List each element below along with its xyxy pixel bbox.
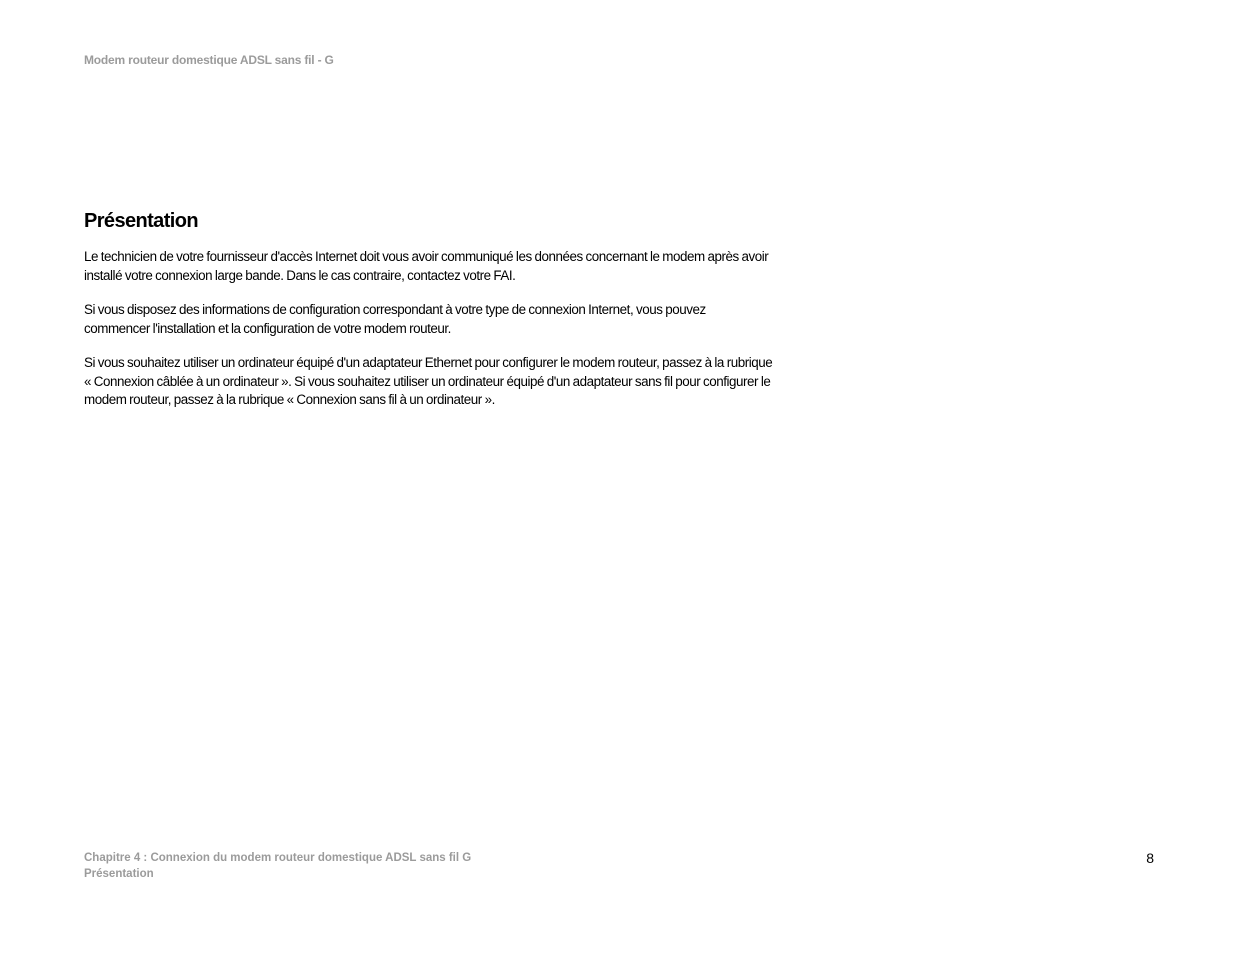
paragraph-isp-info: Le technicien de votre fournisseur d'accès Internet doit vous avoir communiqué les données concernant le modem après avoir installé votre connexion large bande. Dans le cas contraire, contactez votre FAI.: [84, 249, 769, 283]
running-header: Modem routeur domestique ADSL sans fil - G: [84, 53, 334, 67]
paragraph-config-info: Si vous disposez des informations de configuration correspondant à votre type de connexion Internet, vous pouvez commencer l'installation et la configuration de votre modem routeur.: [84, 302, 706, 336]
page-number: 8: [1146, 850, 1154, 866]
footer-section: Présentation: [84, 868, 154, 880]
page-footer: [84, 850, 471, 882]
footer-chapter: Chapitre 4 : Connexion du modem routeur domestique ADSL sans fil G: [84, 852, 472, 864]
section-title: Présentation: [84, 210, 198, 232]
main-content: [84, 208, 774, 426]
paragraph-connection-options: Si vous souhaitez utiliser un ordinateur équipé d'un adaptateur Ethernet pour configurer le modem routeur, passez à la rubrique « Connexion câblée à un ordinateur ». Si vous souhaitez utiliser un ordinateur équipé d'un adaptateur sans fil pour configurer le modem routeur, passez à la rubrique « Connexion sans fil à un ordinateur ».: [84, 355, 773, 407]
